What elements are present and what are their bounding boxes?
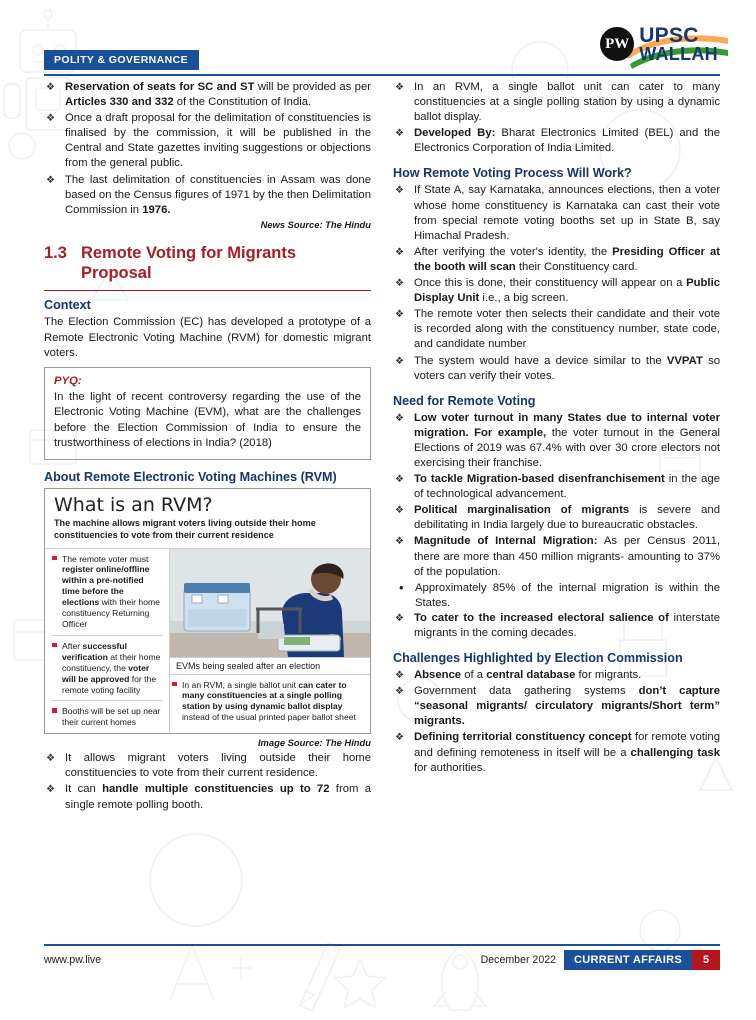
section-divider [44,290,371,292]
website-url[interactable]: www.pw.live [44,954,102,966]
brand-logo [600,26,718,63]
about-rvm-heading: About Remote Electronic Voting Machines (RVM) [44,470,337,485]
left-column [44,80,371,814]
list-item: ❖ Absence of a central database for migrants. [393,668,720,683]
news-source: News Source: The Hindu [260,218,371,230]
list-item: ❖ Government data gathering systems don’t capture “seasonal migrants/ circulatory migrants/Short term” migrants. [393,684,720,729]
context-paragraph: The Election Commission (EC) has developed a prototype of a Remote Electronic Voting Machine (RVM) for domestic migrant voters. [44,316,371,359]
infographic-point: Booths will be set up near their current homes [52,701,163,733]
infographic-title: What is an RVM? [54,494,213,517]
brand-wordmark [639,26,718,63]
pyq-box [44,367,371,461]
brand-line-2: WALLAH [639,43,718,64]
page-number: 5 [692,950,720,970]
list-item: ❖ To tackle Migration-based disenfranchisement in the age of technological advancement. [393,472,720,502]
list-item: ❖ Political marginalisation of migrants is severe and debilitating in India largely due to bureaucratic obstacles. [393,503,720,533]
list-item: ❖ To cater to the increased electoral salience of interstate migrants in the coming decades. [393,611,720,641]
list-item: ❖ The system would have a device similar to the VVPAT so voters can verify their votes. [393,354,720,384]
current-affairs-badge: CURRENT AFFAIRS [564,950,692,970]
infographic-point: The remote voter must register online/offline within a pre-notified time before the elections with their home constituency Returning Officer [52,549,163,636]
list-item: ❖ It allows migrant voters living outside their home constituencies to vote from their current residence. [44,751,371,781]
infographic-point: In an RVM, a single ballot unit can cater to many constituencies at a single polling station by using dynamic ballot display instead of the usual printed paper ballot sheet [170,675,370,729]
pw-logo-icon: PW [600,27,634,61]
infographic-point: After successful verification at their home constituency, the voter will be approved for the remote voting facility [52,636,163,702]
context-heading: Context [44,298,91,313]
list-item: ❖ After verifying the voter's identity, the Presiding Officer at the booth will scan their Constituency card. [393,245,720,275]
photo-caption: EVMs being sealed after an election [170,657,370,675]
need-heading: Need for Remote Voting [393,393,536,408]
right-column [393,80,720,814]
list-item: ❖ Magnitude of Internal Migration: As per Census 2011, there are more than 450 million migrants- amounting to 37% of the population. [393,534,720,579]
need-sub-bullet-list [393,581,720,611]
left-bottom-bullet-list [44,751,371,812]
header-divider [44,74,720,76]
pyq-label: PYQ: [54,374,82,387]
list-item: ❖ It can handle multiple constituencies up to 72 from a single remote polling booth. [44,782,371,812]
list-item: ❖ Once a draft proposal for the delimitation of constituencies is finalised by the commission, it will be published in the Central and State gazettes inviting suggestions or objections from the general public. [44,111,371,171]
challenges-bullet-list [393,668,720,776]
footer-right-group [481,950,720,970]
rvm-infographic [44,488,371,734]
list-item: • Approximately 85% of the internal migration is within the States. [393,581,720,611]
how-process-bullet-list [393,183,720,383]
category-tag: POLITY & GOVERNANCE [44,50,199,70]
brand-line-1: UPSC [639,24,699,47]
list-item: ❖ Developed By: Bharat Electronics Limited (BEL) and the Electronics Corporation of India Limited. [393,126,720,156]
list-item: ❖ Low voter turnout in many States due to internal voter migration. For example, the voter turnout in the General Elections of 2019 was 67.4% with over 30 crore electors not exercising their franchise. [393,411,720,471]
list-item: ❖ The remote voter then selects their candidate and their vote is recorded along with the constituency number, state code, and candidate number [393,307,720,352]
how-process-heading: How Remote Voting Process Will Work? [393,166,632,181]
list-item: ❖ If State A, say Karnataka, announces elections, then a voter whose home constituency is Karnataka can cast their vote from special remote voting booths set up in State B, say Himachal Pradesh. [393,183,720,243]
infographic-subtitle: The machine allows migrant voters living outside their home constituencies to vote from their current residence [54,518,316,540]
list-item: ❖ In an RVM, a single ballot unit can cater to many constituencies at a single polling station by using a dynamic ballot display. [393,80,720,125]
two-column-body [44,80,720,814]
challenges-heading: Challenges Highlighted by Election Commission [393,651,683,666]
need-bullet-list [393,411,720,580]
list-item: ❖ Defining territorial constituency concept for remote voting and defining remoteness in itself will be a challenging task for authorities. [393,730,720,775]
right-top-bullet-list [393,80,720,156]
issue-date: December 2022 [480,954,557,966]
list-item: ❖ Reservation of seats for SC and ST will be provided as per Articles 330 and 332 of the Constitution of India. [44,80,371,110]
left-top-bullet-list [44,80,371,218]
list-item: ❖ The last delimitation of constituencies in Assam was done based on the Census figures of 1971 by the then Delimitation Commission in 1976. [44,173,371,218]
infographic-right-side [169,548,370,734]
evm-photo [170,549,370,657]
evm-sealing-photo-illustration [170,549,370,657]
section-heading [44,243,371,283]
infographic-body [45,548,370,734]
page-header [0,0,756,78]
image-source: Image Source: The Hindu [257,737,371,749]
list-item: ❖ Once this is done, their constituency will appear on a Public Display Unit i.e., a big screen. [393,276,720,306]
section-number: 1.3 [44,243,67,262]
footer-divider [44,944,720,946]
page-footer [0,944,756,1020]
pyq-question: In the light of recent controversy regarding the use of the Electronic Voting Machine (EVM), what are the challenges before the Election Commission of India to ensure the trustworthiness of elections in India? (2018) [54,390,361,449]
need-last-bullet-list [393,611,720,641]
section-title: Remote Voting for Migrants Proposal [80,243,297,282]
infographic-left-points [45,548,169,734]
